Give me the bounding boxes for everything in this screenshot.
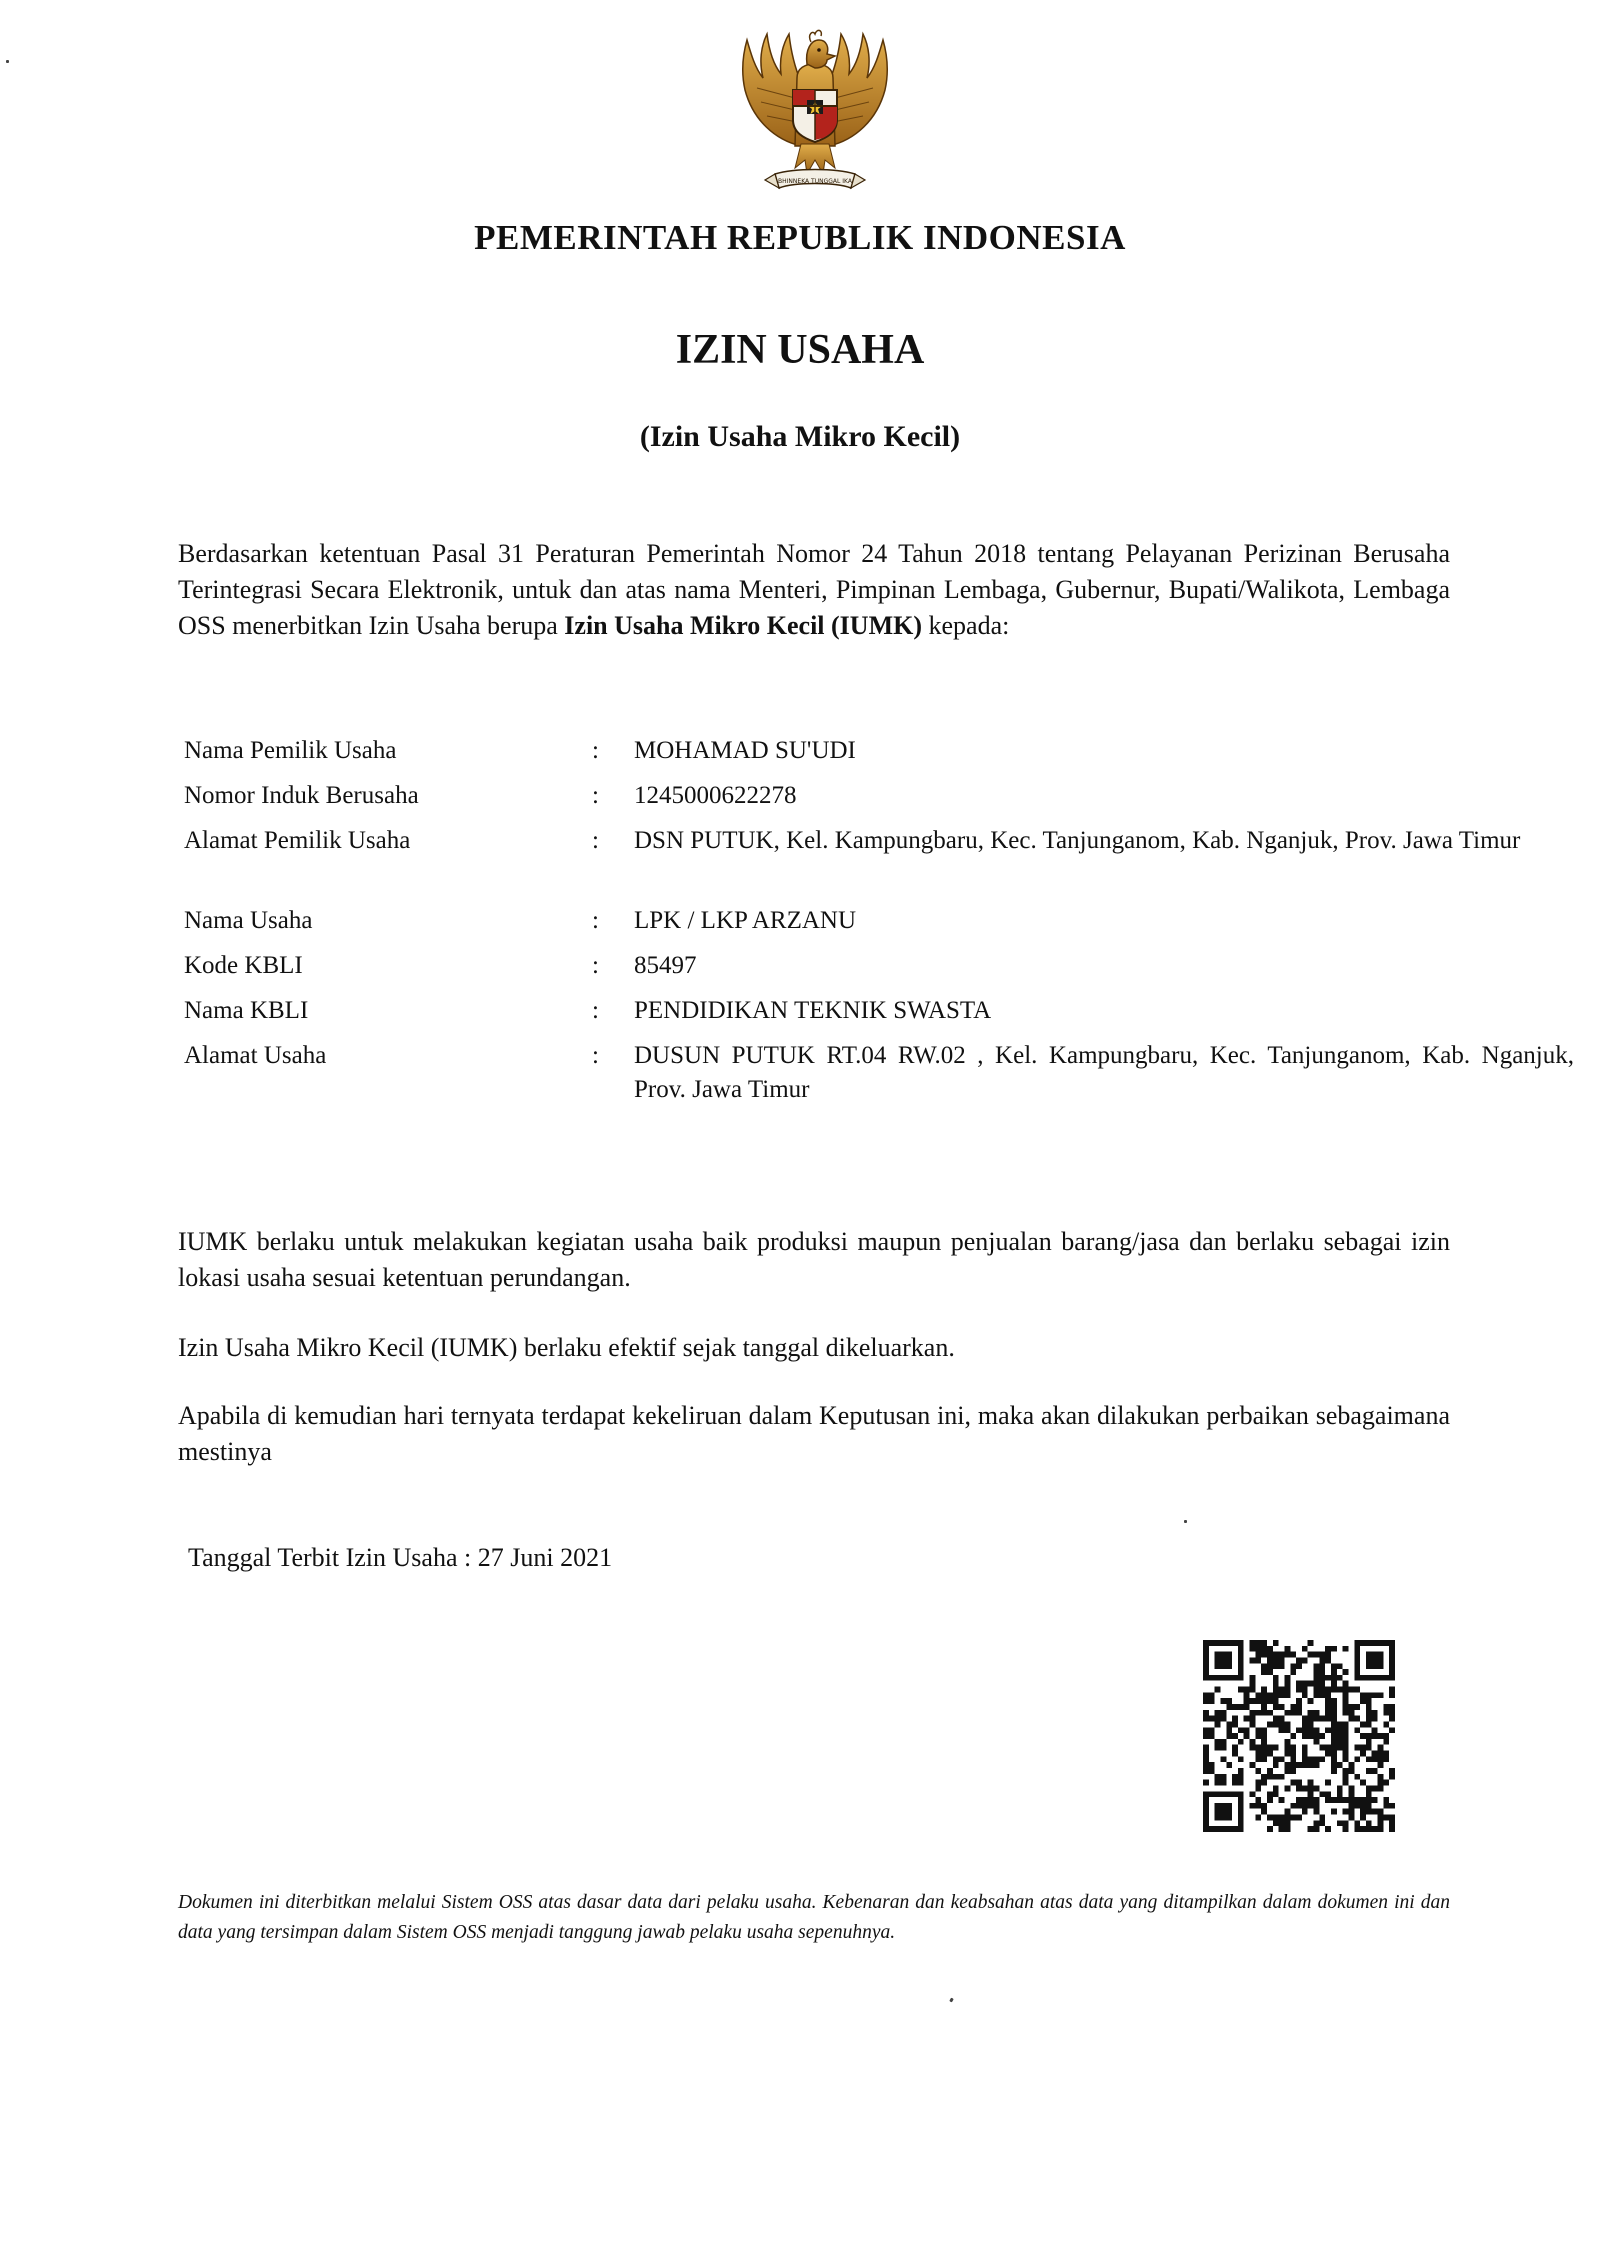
field-label: Nama Usaha (184, 907, 313, 934)
intro-text-end: kepada: (922, 611, 1010, 640)
field-value: PENDIDIKAN TEKNIK SWASTA (634, 997, 992, 1024)
scan-speck (949, 1998, 954, 2003)
effective-paragraph: Izin Usaha Mikro Kecil (IUMK) berlaku efektif sejak tanggal dikeluarkan. (178, 1333, 955, 1362)
intro-bold-text: Izin Usaha Mikro Kecil (IUMK) (564, 611, 922, 640)
field-value: MOHAMAD SU'UDI (634, 737, 856, 764)
field-separator: : (592, 1042, 599, 1069)
field-separator: : (592, 907, 599, 934)
field-label: Nomor Induk Berusaha (184, 782, 419, 809)
document-subtitle: (Izin Usaha Mikro Kecil) (639, 420, 961, 453)
correction-paragraph: Apabila di kemudian hari ternyata terdapat kekeliruan dalam Keputusan ini, maka akan dilakukan perbaikan sebagaimana mestinya (178, 1401, 1450, 1466)
field-label: Alamat Usaha (184, 1042, 327, 1069)
intro-text: Berdasarkan ketentuan Pasal 31 Peraturan Pemerintah Nomor 24 Tahun 2018 tentang Pelayanan Perizinan Berusaha Terintegrasi Secara Elektronik, untuk dan atas nama Menteri, Pimpinan Lembaga, Gubernur, Bupati/Walikota, Lembaga OSS menerbitkan Izin Usaha berupa (178, 539, 1450, 640)
document-title: IZIN USAHA (675, 327, 925, 373)
field-label: Alamat Pemilik Usaha (184, 827, 411, 854)
field-value: LPK / LKP ARZANU (634, 907, 857, 934)
field-label: Nama KBLI (184, 997, 309, 1024)
field-value: 1245000622278 (634, 782, 797, 809)
field-separator: : (592, 827, 599, 854)
field-label: Nama Pemilik Usaha (184, 737, 397, 764)
field-separator: : (592, 952, 599, 979)
issue-date: Tanggal Terbit Izin Usaha : 27 Juni 2021 (188, 1543, 613, 1572)
field-separator: : (592, 737, 599, 764)
scan-speck (1184, 1520, 1187, 1523)
qr-code-icon (1203, 1640, 1395, 1832)
field-separator: : (592, 782, 599, 809)
field-value: 85497 (634, 952, 697, 979)
footer-disclaimer: Dokumen ini diterbitkan melalui Sistem OSS atas dasar data dari pelaku usaha. Kebenaran dan keabsahan atas data yang ditampilkan dalam dokumen ini dan data yang tersimpan dalam Sistem OSS menjadi tanggung jawab pelaku usaha sepenuhnya. (178, 1892, 1450, 1943)
garuda-emblem-icon (735, 28, 895, 198)
field-value: DSN PUTUK, Kel. Kampungbaru, Kec. Tanjunganom, Kab. Nganjuk, Prov. Jawa Timur (634, 827, 1521, 854)
government-title: PEMERINTAH REPUBLIK INDONESIA (474, 218, 1126, 257)
field-value: DUSUN PUTUK RT.04 RW.02 , Kel. Kampungbaru, Kec. Tanjunganom, Kab. Nganjuk, Prov. Jawa Timur (634, 1042, 1574, 1103)
field-separator: : (592, 997, 599, 1024)
field-label: Kode KBLI (184, 952, 303, 979)
scan-speck (6, 60, 9, 63)
intro-paragraph (178, 536, 1450, 644)
emblem-motto: BHINNEKA TUNGGAL IKA (778, 178, 852, 185)
validity-paragraph: IUMK berlaku untuk melakukan kegiatan usaha baik produksi maupun penjualan barang/jasa dan berlaku sebagai izin lokasi usaha sesuai ketentuan perundangan. (178, 1227, 1450, 1292)
